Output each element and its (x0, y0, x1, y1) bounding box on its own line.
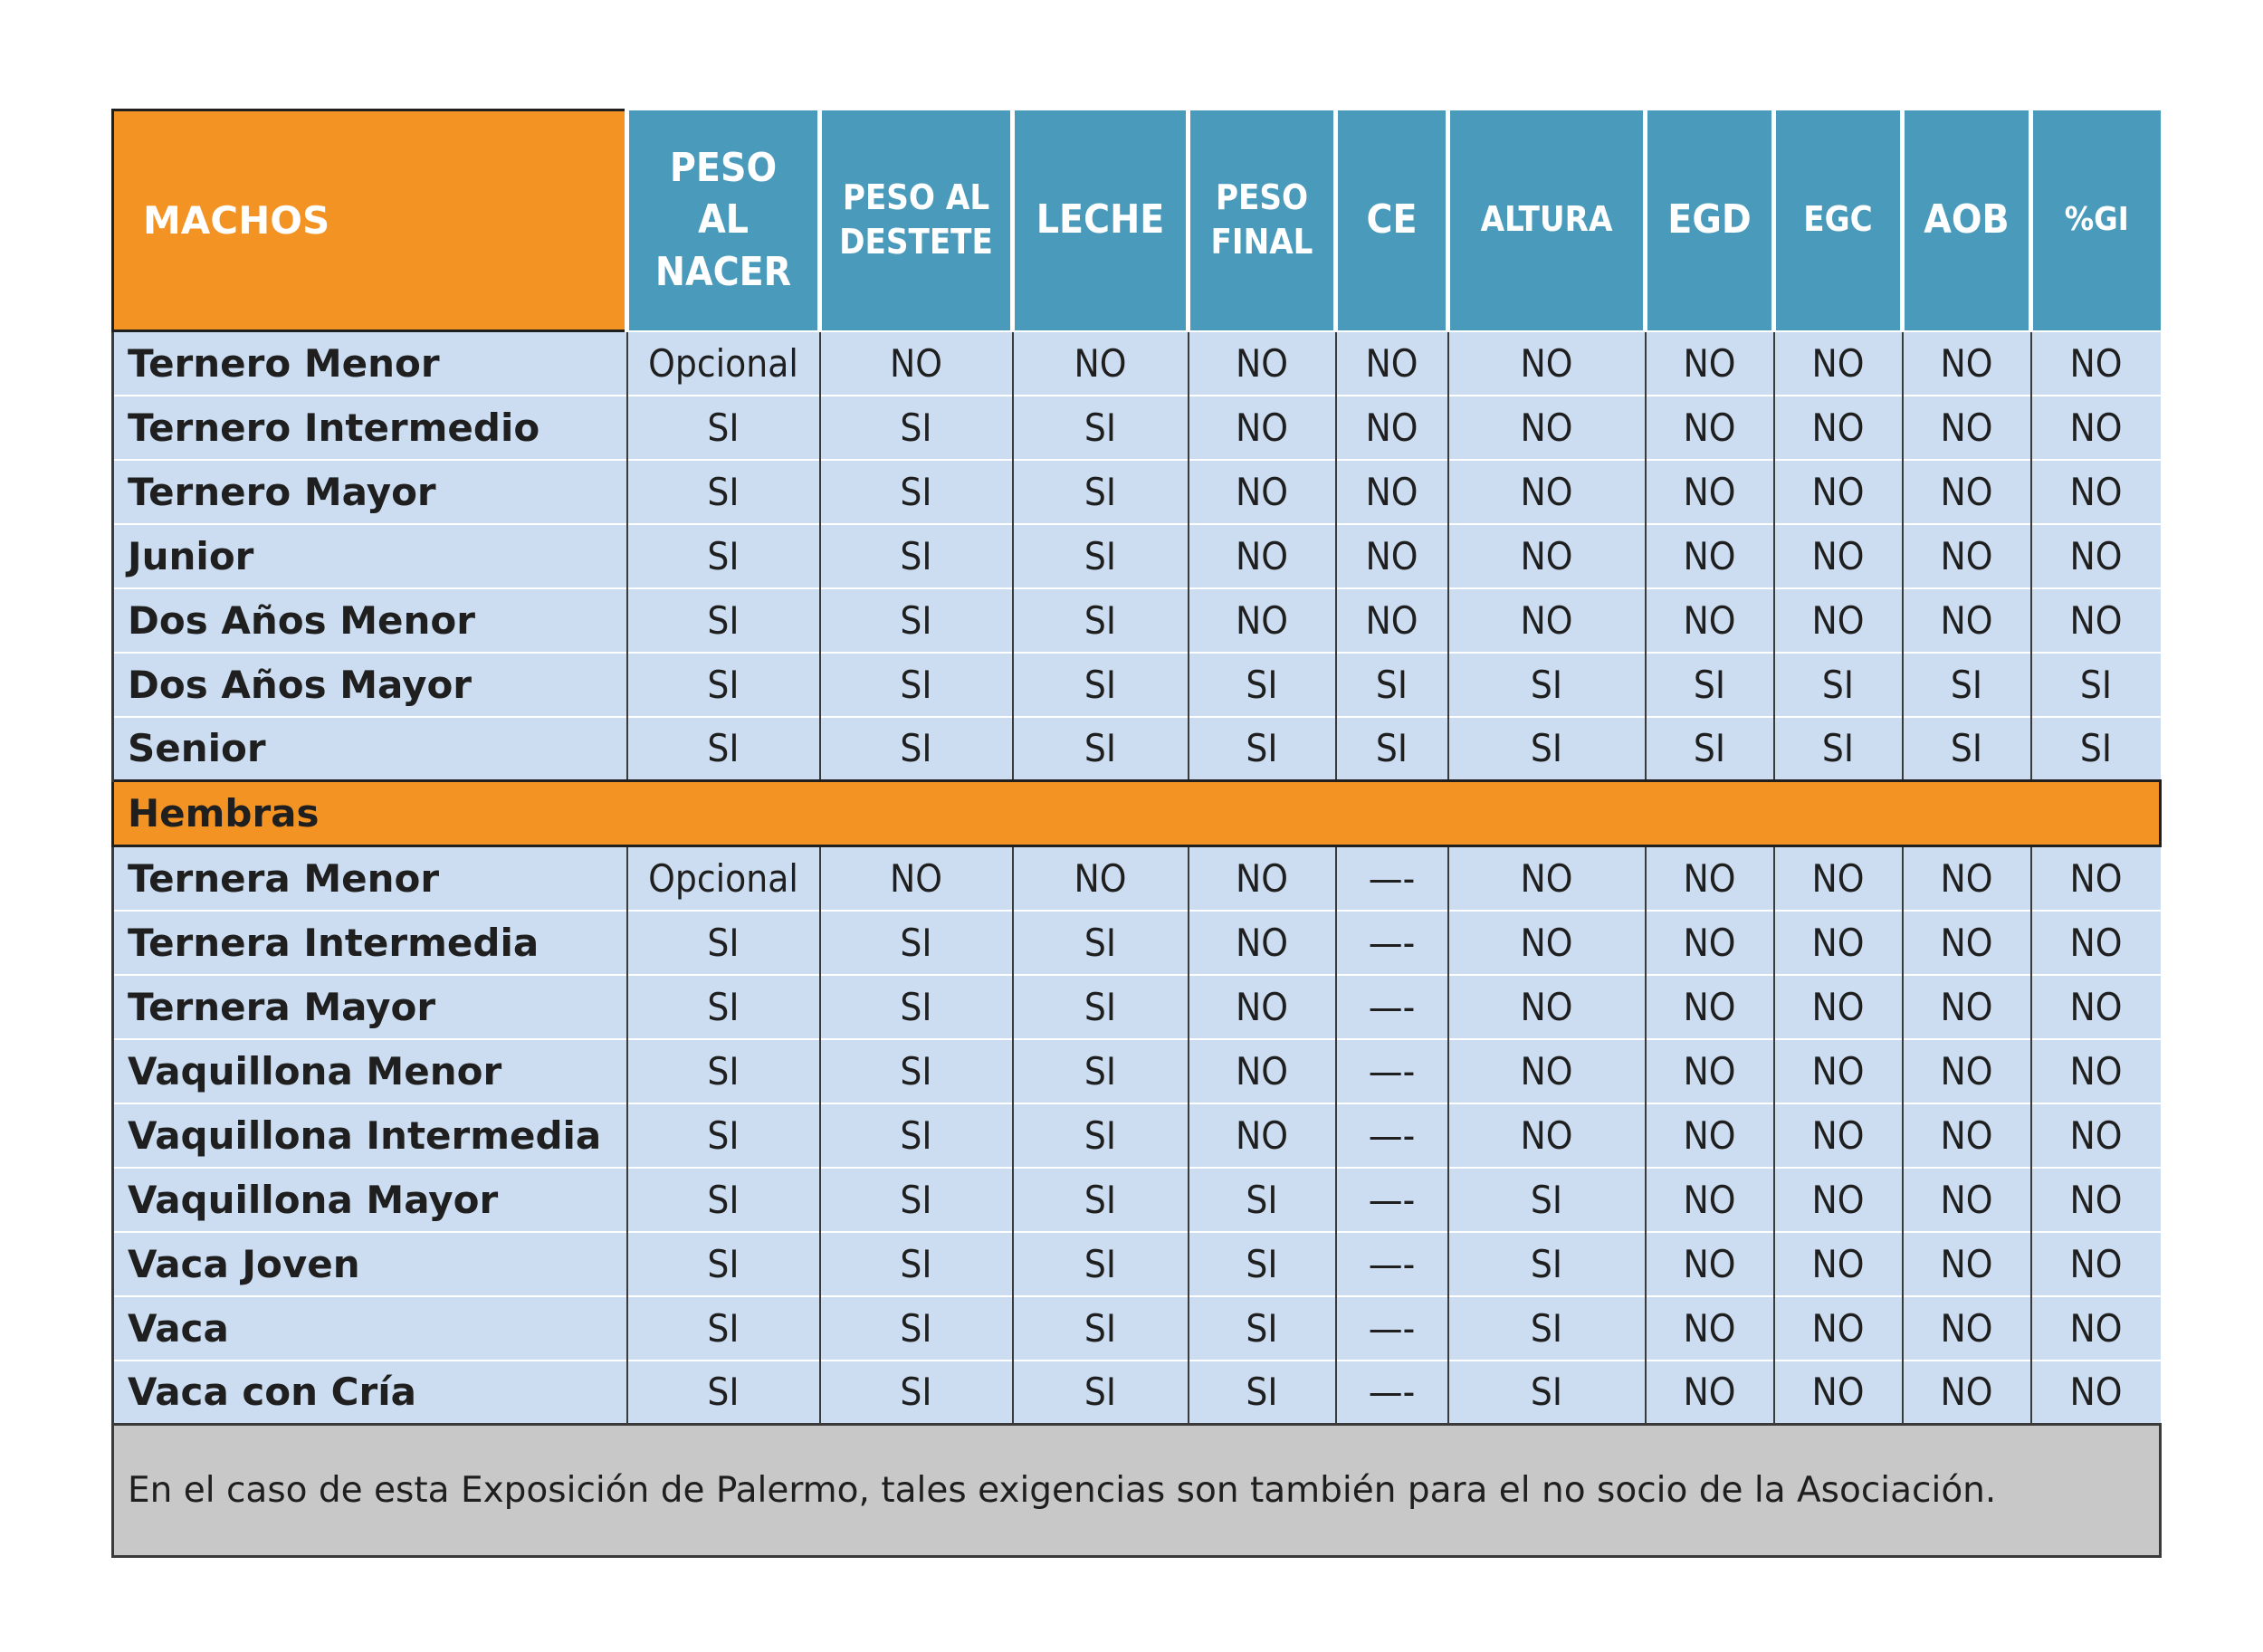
table-cell: SI (820, 717, 1013, 781)
table-cell: SI (1646, 653, 1774, 717)
table-cell: NO (1774, 1168, 1903, 1232)
table-cell: NO (2031, 396, 2161, 460)
row-label: Ternero Mayor (113, 460, 627, 524)
table-row (113, 1361, 2161, 1425)
table-cell: SI (820, 1103, 1013, 1168)
table-cell: SI (1189, 717, 1336, 781)
table-cell: SI (1013, 588, 1189, 653)
table-cell: NO (1189, 588, 1336, 653)
table-cell: SI (1336, 653, 1448, 717)
table-cell: NO (1189, 331, 1336, 396)
table-cell: NO (1774, 1039, 1903, 1103)
table-cell: NO (2031, 331, 2161, 396)
table-cell: NO (1646, 1168, 1774, 1232)
table-cell: NO (1646, 846, 1774, 911)
table-body (113, 331, 2161, 1557)
table-cell: SI (1013, 911, 1189, 975)
table-cell: SI (1189, 653, 1336, 717)
table-cell: NO (1646, 1039, 1774, 1103)
table-cell: NO (1903, 1361, 2031, 1425)
table-cell: NO (1903, 524, 2031, 588)
column-header (1774, 110, 1903, 331)
table-cell: SI (627, 1168, 820, 1232)
table-cell: SI (1646, 717, 1774, 781)
table-cell: NO (2031, 524, 2161, 588)
row-label: Vaquillona Intermedia (113, 1103, 627, 1168)
table-cell: SI (1013, 460, 1189, 524)
table-cell: SI (1448, 1232, 1646, 1296)
table-cell: —- (1336, 1168, 1448, 1232)
table-cell: NO (1646, 1103, 1774, 1168)
table-cell: SI (1448, 717, 1646, 781)
table-cell: SI (1189, 1296, 1336, 1361)
row-label: Dos Años Mayor (113, 653, 627, 717)
table-cell: NO (1774, 846, 1903, 911)
column-header (1646, 110, 1774, 331)
table-cell: SI (820, 1296, 1013, 1361)
header-row (113, 110, 2161, 331)
table-row (113, 1296, 2161, 1361)
table-cell: NO (1903, 460, 2031, 524)
table-cell: SI (627, 1039, 820, 1103)
table-cell: NO (1774, 1103, 1903, 1168)
table-cell: NO (1448, 975, 1646, 1039)
table-cell: NO (1646, 975, 1774, 1039)
table-cell: —- (1336, 1103, 1448, 1168)
row-label: Ternera Intermedia (113, 911, 627, 975)
table-cell: NO (1774, 1296, 1903, 1361)
table-cell: NO (1903, 1103, 2031, 1168)
column-header (820, 110, 1013, 331)
table-row (113, 975, 2161, 1039)
table-cell: SI (820, 1232, 1013, 1296)
row-label: Vaca (113, 1296, 627, 1361)
table-cell: NO (1903, 331, 2031, 396)
table-row (113, 1168, 2161, 1232)
row-label: Vaquillona Mayor (113, 1168, 627, 1232)
table-cell: SI (627, 396, 820, 460)
table-cell: NO (2031, 1232, 2161, 1296)
table-cell: SI (820, 1168, 1013, 1232)
table-cell: NO (1646, 524, 1774, 588)
table-cell: NO (1774, 1361, 1903, 1425)
table-cell: SI (1774, 717, 1903, 781)
table-cell: SI (820, 653, 1013, 717)
table-cell: SI (1013, 524, 1189, 588)
table-cell: NO (1774, 460, 1903, 524)
table-cell: SI (627, 1103, 820, 1168)
row-label: Dos Años Menor (113, 588, 627, 653)
table-cell: NO (1774, 1232, 1903, 1296)
table-cell: SI (1013, 1296, 1189, 1361)
column-header-line: NACER (654, 248, 792, 295)
table-cell: NO (1336, 588, 1448, 653)
table-cell: NO (1189, 846, 1336, 911)
row-label: Junior (113, 524, 627, 588)
table-cell: NO (1189, 1039, 1336, 1103)
table-cell: NO (1189, 524, 1336, 588)
table-cell: NO (1774, 396, 1903, 460)
table-cell: NO (1189, 911, 1336, 975)
footnote: En el caso de esta Exposición de Palermo, tales exigencias son también para el no socio de la Asociación. (113, 1425, 2161, 1557)
table-cell: SI (820, 396, 1013, 460)
table-cell: NO (1189, 975, 1336, 1039)
footnote-row (113, 1425, 2161, 1557)
table-cell: SI (820, 911, 1013, 975)
table-cell: NO (1646, 396, 1774, 460)
table-cell: Opcional (627, 846, 820, 911)
table-cell: SI (820, 1361, 1013, 1425)
table-cell: —- (1336, 911, 1448, 975)
column-header-line: AL (698, 196, 749, 244)
hembras-section-header: Hembras (113, 781, 2161, 846)
table-cell: Opcional (627, 331, 820, 396)
table-cell: NO (1903, 1168, 2031, 1232)
section-row (113, 781, 2161, 846)
table-cell: NO (1448, 1039, 1646, 1103)
table-row (113, 653, 2161, 717)
row-label: Ternera Menor (113, 846, 627, 911)
table-cell: NO (1646, 460, 1774, 524)
table-cell: NO (1013, 846, 1189, 911)
table-row (113, 1232, 2161, 1296)
table-cell: SI (627, 1361, 820, 1425)
row-label: Senior (113, 717, 627, 781)
table-cell: —- (1336, 975, 1448, 1039)
table-cell: SI (2031, 717, 2161, 781)
row-label: Ternera Mayor (113, 975, 627, 1039)
column-header-line: %GI (2064, 200, 2129, 238)
table-cell: NO (1013, 331, 1189, 396)
table-cell: NO (1903, 1296, 2031, 1361)
table-cell: SI (627, 1296, 820, 1361)
table-cell: SI (1774, 653, 1903, 717)
table-cell: NO (2031, 460, 2161, 524)
table-cell: NO (1189, 1103, 1336, 1168)
table-cell: NO (2031, 911, 2161, 975)
table-row (113, 331, 2161, 396)
machos-header: MACHOS (113, 110, 627, 331)
column-header (627, 110, 820, 331)
column-header (1448, 110, 1646, 331)
table-cell: SI (1336, 717, 1448, 781)
table-cell: NO (1646, 1296, 1774, 1361)
table-cell: SI (627, 588, 820, 653)
column-header-line: CE (1366, 196, 1418, 244)
table-cell: NO (1336, 460, 1448, 524)
table-cell: NO (1336, 331, 1448, 396)
table-cell: NO (1903, 1232, 2031, 1296)
column-header-line: EGC (1803, 199, 1873, 240)
requirements-table-container (111, 109, 2159, 1558)
requirements-table (111, 109, 2162, 1558)
table-row (113, 1039, 2161, 1103)
table-cell: NO (1774, 975, 1903, 1039)
table-cell: NO (1646, 331, 1774, 396)
table-cell: NO (1448, 846, 1646, 911)
table-cell: NO (1448, 911, 1646, 975)
column-header-line: PESO AL (842, 177, 990, 217)
table-cell: NO (1646, 911, 1774, 975)
table-cell: NO (1646, 1232, 1774, 1296)
table-cell: —- (1336, 1039, 1448, 1103)
column-header-line: EGD (1667, 196, 1752, 244)
table-cell: SI (627, 1232, 820, 1296)
table-cell: NO (1448, 460, 1646, 524)
table-cell: NO (1448, 524, 1646, 588)
table-cell: NO (820, 331, 1013, 396)
table-row (113, 1103, 2161, 1168)
table-row (113, 396, 2161, 460)
table-cell: NO (1646, 588, 1774, 653)
table-cell: NO (2031, 1039, 2161, 1103)
row-label: Ternero Menor (113, 331, 627, 396)
column-header (1336, 110, 1448, 331)
table-row (113, 588, 2161, 653)
table-cell: SI (1013, 1232, 1189, 1296)
table-cell: SI (627, 653, 820, 717)
table-cell: NO (1903, 588, 2031, 653)
row-label: Ternero Intermedio (113, 396, 627, 460)
table-cell: SI (820, 975, 1013, 1039)
table-cell: SI (627, 717, 820, 781)
table-cell: NO (1448, 331, 1646, 396)
table-row (113, 460, 2161, 524)
table-row (113, 717, 2161, 781)
table-cell: NO (2031, 1296, 2161, 1361)
table-cell: NO (1336, 396, 1448, 460)
table-cell: NO (1774, 588, 1903, 653)
table-cell: NO (1448, 396, 1646, 460)
table-cell: SI (1448, 1168, 1646, 1232)
table-cell: NO (1774, 331, 1903, 396)
table-cell: SI (627, 975, 820, 1039)
table-cell: NO (1189, 396, 1336, 460)
table-cell: SI (1013, 975, 1189, 1039)
table-cell: —- (1336, 846, 1448, 911)
table-cell: NO (1903, 846, 2031, 911)
table-row (113, 524, 2161, 588)
table-cell: SI (627, 524, 820, 588)
column-header (1189, 110, 1336, 331)
column-header (1903, 110, 2031, 331)
table-cell: NO (2031, 1361, 2161, 1425)
table-cell: NO (1336, 524, 1448, 588)
table-cell: SI (820, 460, 1013, 524)
table-cell: NO (2031, 1168, 2161, 1232)
table-cell: SI (1903, 653, 2031, 717)
table-cell: SI (1013, 1039, 1189, 1103)
table-cell: SI (1013, 1361, 1189, 1425)
table-cell: NO (1903, 975, 2031, 1039)
table-cell: SI (1448, 1296, 1646, 1361)
table-cell: —- (1336, 1296, 1448, 1361)
table-cell: SI (1013, 1103, 1189, 1168)
table-cell: SI (1189, 1232, 1336, 1296)
column-header-line: FINAL (1210, 222, 1313, 262)
column-header-line: ALTURA (1480, 199, 1613, 240)
row-label: Vaca con Cría (113, 1361, 627, 1425)
table-cell: NO (1189, 460, 1336, 524)
column-header-line: AOB (1924, 196, 2010, 244)
table-cell: SI (1448, 653, 1646, 717)
column-header-line: LECHE (1036, 196, 1165, 244)
table-cell: SI (1013, 1168, 1189, 1232)
table-cell: NO (1903, 1039, 2031, 1103)
table-row (113, 846, 2161, 911)
table-cell: NO (1774, 911, 1903, 975)
table-cell: NO (1903, 396, 2031, 460)
table-cell: SI (1013, 396, 1189, 460)
table-cell: NO (2031, 588, 2161, 653)
table-cell: SI (1013, 717, 1189, 781)
table-cell: SI (820, 1039, 1013, 1103)
table-cell: SI (820, 588, 1013, 653)
table-cell: SI (627, 460, 820, 524)
table-cell: NO (1646, 1361, 1774, 1425)
row-label: Vaquillona Menor (113, 1039, 627, 1103)
table-cell: NO (2031, 846, 2161, 911)
column-header (1013, 110, 1189, 331)
table-cell: —- (1336, 1232, 1448, 1296)
table-cell: SI (1903, 717, 2031, 781)
column-header-line: PESO (669, 145, 778, 192)
table-cell: NO (820, 846, 1013, 911)
table-cell: SI (1013, 653, 1189, 717)
table-cell: SI (627, 911, 820, 975)
column-header-line: DESTETE (839, 222, 993, 262)
table-cell: NO (1448, 588, 1646, 653)
table-cell: NO (1774, 524, 1903, 588)
table-cell: —- (1336, 1361, 1448, 1425)
row-label: Vaca Joven (113, 1232, 627, 1296)
table-cell: SI (1448, 1361, 1646, 1425)
table-cell: NO (2031, 975, 2161, 1039)
table-cell: SI (2031, 653, 2161, 717)
column-header (2031, 110, 2161, 331)
table-cell: SI (820, 524, 1013, 588)
table-row (113, 911, 2161, 975)
table-cell: NO (1448, 1103, 1646, 1168)
table-cell: NO (1903, 911, 2031, 975)
table-cell: SI (1189, 1361, 1336, 1425)
column-header-line: PESO (1215, 177, 1309, 217)
table-cell: NO (2031, 1103, 2161, 1168)
table-cell: SI (1189, 1168, 1336, 1232)
